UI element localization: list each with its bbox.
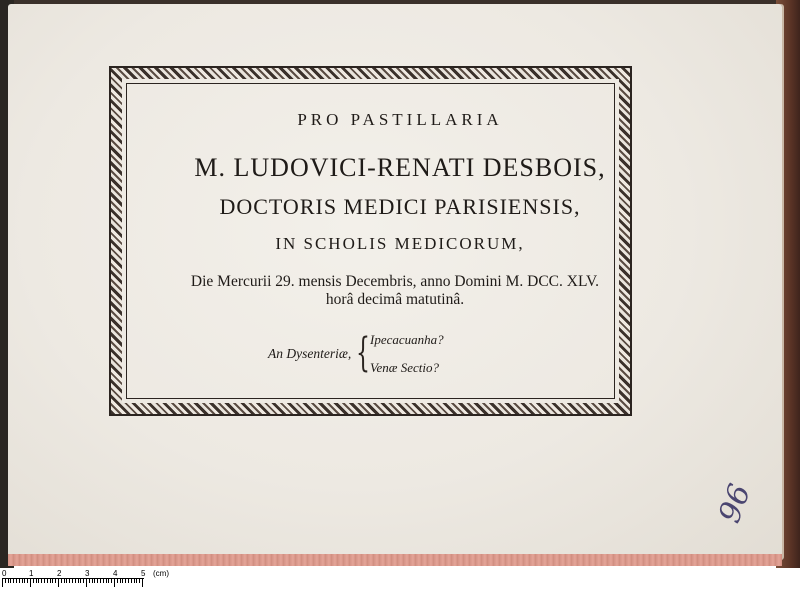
scale-tick: [47, 578, 48, 583]
date-line: Die Mercurii 29. mensis Decembris, anno Domini M. DCC. XLV.: [190, 273, 600, 290]
scale-tick: [61, 578, 62, 583]
heading-line-4: IN SCHOLIS MEDICORUM,: [275, 234, 525, 253]
scale-tick: [38, 578, 39, 583]
heading-line-2: M. LUDOVICI-RENATI DESBOIS,: [194, 153, 606, 182]
scale-number: 2: [57, 569, 62, 578]
thesis-question: [268, 332, 468, 378]
scale-tick: [97, 578, 98, 583]
scale-tick: [117, 578, 118, 583]
page-edge: [8, 554, 782, 566]
scale-number: 0: [2, 569, 7, 578]
scale-tick: [80, 578, 81, 583]
scale-tick: [86, 578, 87, 587]
question-lead: An Dysenteriæ,: [268, 346, 352, 361]
brace-icon: {: [356, 330, 370, 376]
scale-tick: [55, 578, 56, 583]
scale-tick: [44, 578, 45, 583]
scale-tick: [75, 578, 76, 583]
scale-tick: [64, 578, 65, 583]
scale-tick: [22, 578, 23, 583]
scale-tick: [114, 578, 115, 587]
scale-tick: [92, 578, 93, 583]
scale-tick: [103, 578, 104, 583]
scale-number: 4: [113, 569, 118, 578]
scale-tick: [134, 578, 135, 583]
question-option-1: Ipecacuanha?: [370, 332, 444, 347]
scale-tick: [83, 578, 84, 583]
scale-tick: [72, 578, 73, 583]
scale-tick: [24, 578, 25, 583]
scale-tick: [30, 578, 31, 587]
scale-tick: [5, 578, 6, 583]
scale-tick: [122, 578, 123, 583]
scale-tick: [78, 578, 79, 583]
scale-tick: [128, 578, 129, 583]
scale-number: 5: [141, 569, 146, 578]
scale-tick: [100, 578, 101, 583]
scale-tick: [50, 578, 51, 583]
question-option-2: Venæ Sectio?: [370, 360, 439, 375]
scale-tick: [125, 578, 126, 583]
scale-number: 1: [29, 569, 34, 578]
scale-tick: [41, 578, 42, 583]
scale-tick: [111, 578, 112, 583]
scale-tick: [131, 578, 132, 583]
scale-unit: (cm): [153, 569, 169, 578]
scale-tick: [36, 578, 37, 583]
heading-line-1: PRO PASTILLARIA: [297, 110, 503, 129]
scale-tick: [16, 578, 17, 583]
scale-tick: [27, 578, 28, 583]
scale-tick: [136, 578, 137, 583]
scale-tick: [139, 578, 140, 583]
scale-tick: [142, 578, 143, 587]
scale-tick: [94, 578, 95, 583]
scale-tick: [52, 578, 53, 583]
scale-tick: [2, 578, 3, 587]
scale-tick: [89, 578, 90, 583]
scale-tick: [120, 578, 121, 583]
scale-tick: [66, 578, 67, 583]
scale-tick: [108, 578, 109, 583]
scale-tick: [10, 578, 11, 583]
scale-tick: [19, 578, 20, 583]
folio-number: 96: [712, 479, 759, 528]
scale-tick: [106, 578, 107, 583]
scale-tick: [13, 578, 14, 583]
heading-line-3: DOCTORIS MEDICI PARISIENSIS,: [219, 194, 581, 219]
scale-tick: [33, 578, 34, 583]
time-line: horâ decimâ matutinâ.: [325, 291, 465, 308]
scale-tick: [8, 578, 9, 583]
scale-tick: [58, 578, 59, 587]
scale-tick: [69, 578, 70, 583]
scale-number: 3: [85, 569, 90, 578]
